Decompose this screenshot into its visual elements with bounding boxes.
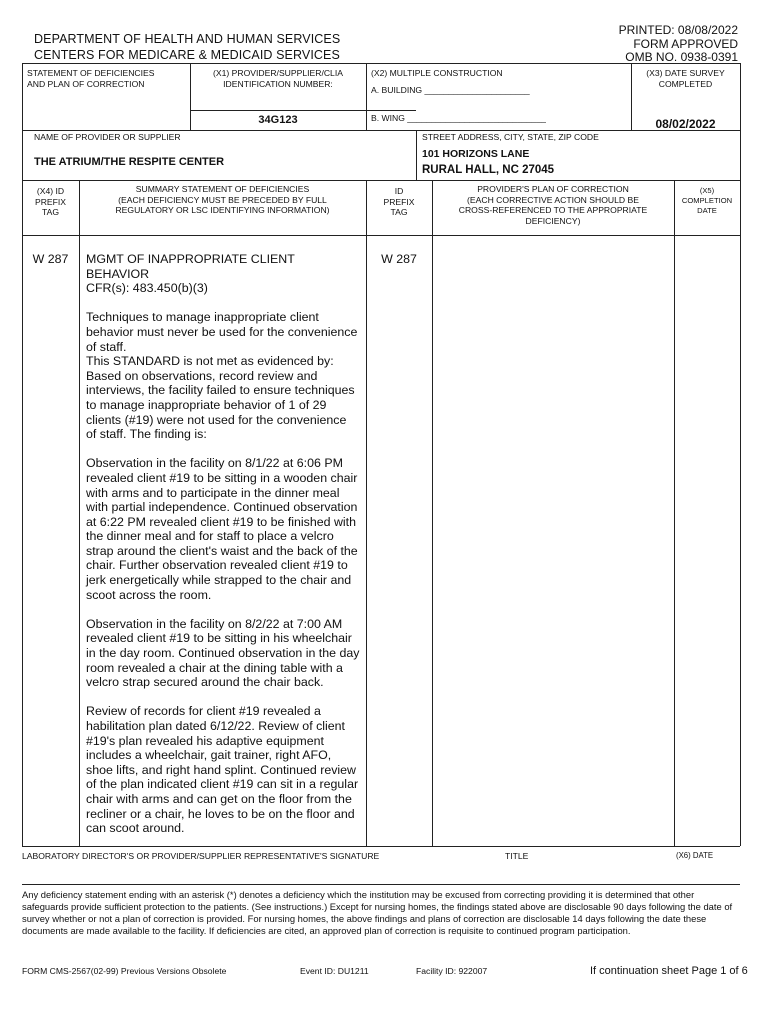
- col-divider-4: [674, 180, 675, 846]
- event-id: Event ID: DU1211: [300, 966, 369, 976]
- frame-left-line: [22, 63, 23, 846]
- x1-inner-line: [190, 110, 366, 111]
- deficiency-text: [86, 252, 364, 850]
- col-divider-2: [366, 180, 367, 846]
- deficiency-tag-right: W 287: [381, 252, 417, 266]
- wing-label: B. WING _____________________________: [371, 113, 546, 123]
- summary-header: SUMMARY STATEMENT OF DEFICIENCIES (EACH DEFICIENCY MUST BE PRECEDED BY FULL REGULATORY OR LSC IDENTIFYING INFORMATION): [115, 184, 330, 215]
- title-label: TITLE: [505, 851, 529, 861]
- provider-name-label: NAME OF PROVIDER OR SUPPLIER: [34, 132, 181, 142]
- statement-label: STATEMENT OF DEFICIENCIES AND PLAN OF CORRECTION: [27, 68, 155, 89]
- building-label: A. BUILDING ______________________: [371, 85, 530, 95]
- survey-completed-date: 08/02/2022: [655, 117, 716, 131]
- deficiency-paragraph: Observation in the facility on 8/1/22 at 6:06 PM revealed client #19 to be sitting in a wooden chair with arms and to participate in the dinner meal with partial independence. Continued observation at 6:22 PM revealed client #19 to be finished with the dinner meal and for staff to place a velcro strap around the client's waist and the back of the chair. Further observation revealed client #19 to jerk energetically while strapped to the chair and scoot across the room.: [86, 456, 358, 602]
- deficiency-tag-left: W 287: [32, 252, 69, 266]
- frame-right-line: [740, 63, 741, 846]
- form-approved: FORM APPROVED: [633, 36, 738, 51]
- deficiency-paragraph: Review of records for client #19 revealed a habilitation plan dated 6/12/22. Review of client #19's plan revealed his adaptive equipment includes a wheelchair, gait trainer, right AFO, shoe lifts, and right hand splint. Continued review of the plan indicated client #19 can sit in a regular chair with arms and can get on the floor from the recliner or a chair, he loves to be on the floor and can scoot around.: [86, 704, 359, 836]
- signature-row-bottom-line: [22, 884, 740, 885]
- agency-line-1: DEPARTMENT OF HEALTH AND HUMAN SERVICES: [34, 32, 341, 46]
- deficiency-title: MGMT OF INAPPROPRIATE CLIENT BEHAVIOR CFR(s): 483.450(b)(3): [86, 252, 295, 296]
- x3-label: (X3) DATE SURVEY COMPLETED: [646, 68, 725, 89]
- facility-id: Facility ID: 922007: [416, 966, 488, 976]
- printed-date: PRINTED: 08/08/2022: [618, 23, 738, 37]
- x4-header: (X4) ID PREFIX TAG: [34, 186, 67, 217]
- provider-row-bottom-line: [22, 180, 740, 181]
- x2-inner-line: [366, 110, 416, 111]
- col-divider-3: [432, 180, 433, 846]
- id-header: ID PREFIX TAG: [383, 186, 415, 217]
- column-header-bottom-line: [22, 235, 740, 236]
- disclosure-footnote: Any deficiency statement ending with an asterisk (*) denotes a deficiency which the institution may be excused from correcting providing it is determined that other safeguards provide sufficient protection to the patients. (See instructions.) Except for nursing homes, the findings stated above are disclosable 90 days following the date of survey whether or not a plan of correction is provided. For nursing homes, the above findings and plans of correction are disclosable 14 days following the date these documents are made available to the facility. If deficiencies are cited, an approved plan of correction is requisite to continued program participation.: [22, 889, 733, 936]
- provider-name: THE ATRIUM/THE RESPITE CENTER: [34, 156, 225, 168]
- street-address: 101 HORIZONS LANE: [422, 148, 530, 160]
- provider-divider: [416, 130, 417, 180]
- deficiency-paragraph: Techniques to manage inappropriate client behavior must never be used for the convenience of staff. This STANDARD is not met as evidenced by: Based on observations, record review and interviews, the facility failed to ensure techniques to manage inappropriate behavior of 1 of 29 clients (#19) were not used for the convenience of staff. The finding is:: [86, 310, 358, 442]
- info-divider-2: [366, 63, 367, 130]
- omb-number: OMB NO. 0938-0391: [625, 50, 738, 64]
- address-label: STREET ADDRESS, CITY, STATE, ZIP CODE: [422, 132, 599, 142]
- x6-date-label: (X6) DATE: [676, 851, 714, 860]
- page-indicator: If continuation sheet Page 1 of 6: [590, 965, 748, 977]
- agency-header: [34, 31, 340, 63]
- form-id: FORM CMS-2567(02-99) Previous Versions Obsolete: [22, 966, 227, 976]
- col-divider-1: [79, 180, 80, 846]
- x2-label: (X2) MULTIPLE CONSTRUCTION: [371, 68, 503, 78]
- frame-top-line: [22, 63, 740, 64]
- city-state-zip: RURAL HALL, NC 27045: [422, 164, 555, 176]
- plan-header: PROVIDER'S PLAN OF CORRECTION (EACH CORRECTIVE ACTION SHOULD BE CROSS-REFERENCED TO THE APPROPRIATE DEFICIENCY): [458, 184, 648, 226]
- deficiency-paragraph: Observation in the facility on 8/2/22 at 7:00 AM revealed client #19 to be sitting in his wheelchair in the day room. Continued observation in the day room revealed a chair at the dining table with a velcro strap secured around the chair back.: [86, 616, 360, 690]
- provider-id-number: 34G123: [258, 114, 298, 126]
- form-approval-block: [619, 24, 738, 65]
- agency-line-2: CENTERS FOR MEDICARE & MEDICAID SERVICES: [34, 48, 340, 62]
- x1-label: (X1) PROVIDER/SUPPLIER/CLIA IDENTIFICATION NUMBER:: [213, 68, 343, 89]
- signature-label: LABORATORY DIRECTOR'S OR PROVIDER/SUPPLIER REPRESENTATIVE'S SIGNATURE: [22, 851, 380, 861]
- x5-header: (X5) COMPLETION DATE: [681, 186, 733, 215]
